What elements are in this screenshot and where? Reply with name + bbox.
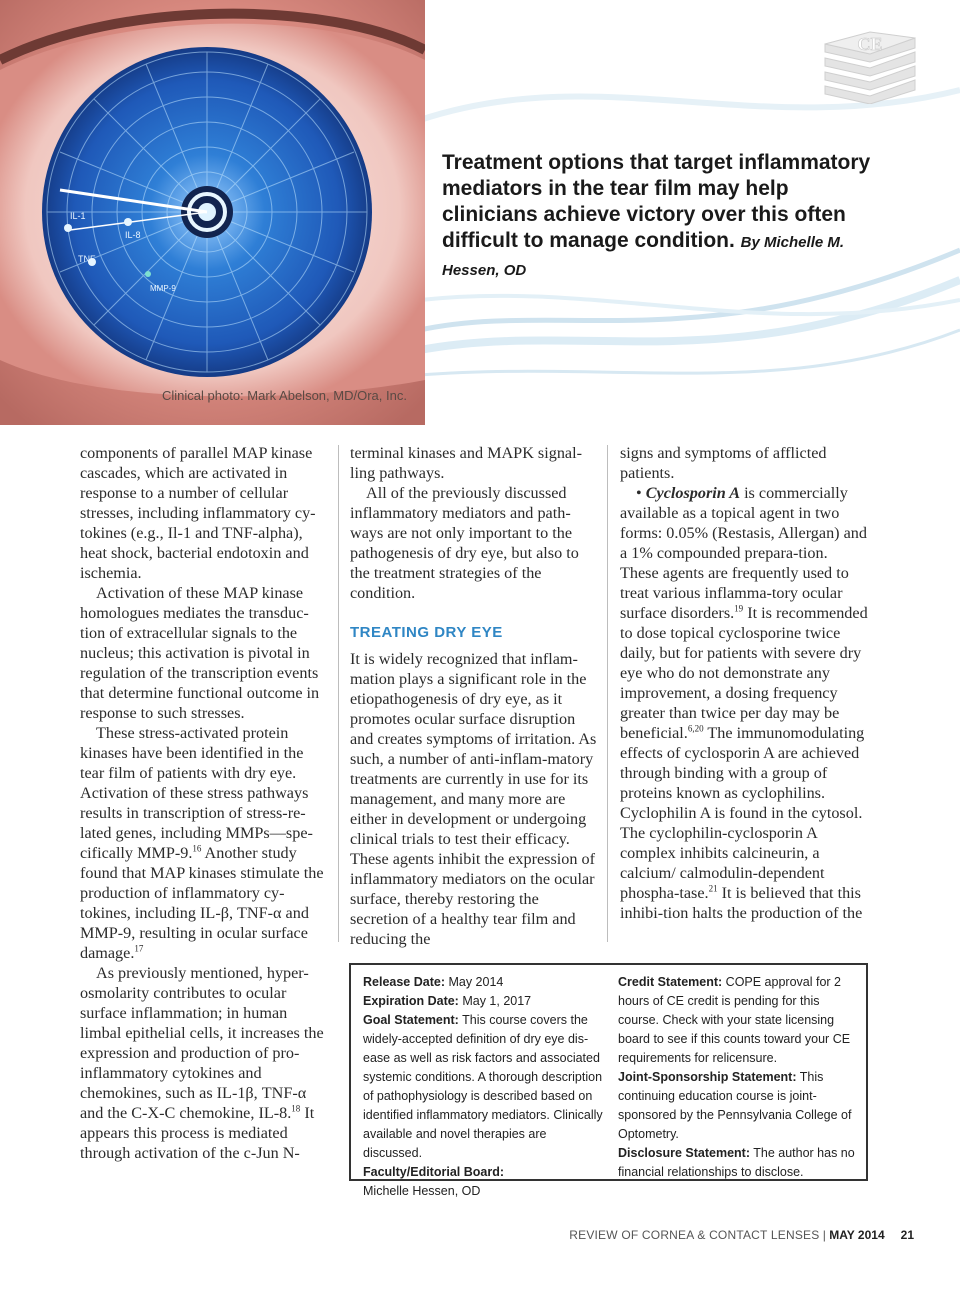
goal-statement: Goal Statement: This course covers the widely-accepted definition of dry eye dis-ease as well as risk factors and associated systemic conditions. A thorough description of pathophysiology is described based on identified inflammatory mediators. Clinically available and novel therapies are discussed. [363,1013,603,1160]
faculty-label: Faculty/Editorial Board: [363,1165,504,1179]
paragraph: It is widely recognized that inflam-mation plays a significant role in the etiopathogenesis of dry eye, as it promotes ocular surface disruption and creates symptoms of irritation. As such, a number of anti-inflam-matory treatments are currently in use for its management, and many more are either in development or undergoing clinical trials to test their efficacy. These agents inhibit the expression of inflammatory mediators on the ocular surface, thereby restoring the secretion of a healthy tear film and reducing the [350,650,597,948]
credit-statement: Credit Statement: COPE approval for 2 hours of CE credit is pending for this course. Check with your state licensing board to see if this counts toward your CE requirements for relicensure. [618,975,851,1065]
column-divider [607,445,608,942]
photo-label-il8: IL-8 [125,230,141,240]
bullet: • [636,484,642,502]
column-3 [620,443,870,923]
ce-books-icon [820,24,920,104]
info-box-right [618,973,858,1182]
photo-credit: Clinical photo: Mark Abelson, MD/Ora, Inc. [162,388,407,403]
reference-mark: 21 [708,883,718,894]
photo-label-mmp9: MMP-9 [150,284,176,293]
ce-info-box [349,963,868,1198]
joint-sponsorship-statement: Joint-Sponsorship Statement: This continuing education course is joint-sponsored by the Pennsylvania College of Optometry. [618,1070,852,1141]
paragraph: All of the previously discussed inflammatory mediators and path-ways are not only important to the pathogenesis of dry eye, but also to the treatment strategies of the condition. [350,484,579,602]
paragraph: • Cyclosporin A is commercially available as a topical agent in two forms: 0.05% (Restasis, Allergan) and a 1% compounded prepara-tion. These agents are frequently used to treat various inflamma-tory ocular surface disorders.$^{19}$ It is recommended to dose topical cyclosporine twice daily, but for patients with severe dry eye who do not demonstrate any improvement, a dosing frequency greater than twice per day may be beneficial.$^{6,20}$ The immunomodulating effects of cyclosporin A are achieved through binding with a group of proteins known as cyclophilins. Cyclophilin A is found in the cytosol. The cyclophilin-cyclosporin A complex inhibits calcineurin, a calcium/ calmodulin-dependent phospha-tase.$^{21}$ It is believed that this inhibi-tion halts the production of the [620,484,868,922]
paragraph: components of parallel MAP kinase cascades, which are activated in response to a number of cellular stresses, including inflammatory cy-tokines (e.g., Il-1 and TNF-alpha), heat shock, bacterial endotoxin and ischemia. [80,444,316,582]
reference-mark: 17 [134,943,144,954]
page-number: 21 [900,1228,914,1242]
paragraph: These stress-activated protein kinases have been identified in the tear film of patients with dry eye. Activation of these stress pathways results in transcription of stress-re-lated genes, including MMPs—spe-cifically MMP-9.16 Another study found that MAP kinases stimulate the production of inflammatory cy-tokines, including IL-β, TNF-α and MMP-9, resulting in ocular surface damage.$^{17}$ [80,724,324,962]
page-footer [569,1228,914,1242]
ce-badge-label: CE [857,34,883,54]
faculty-value: Michelle Hessen, OD [363,1184,481,1198]
eye-photo [0,0,425,425]
drug-name: Cyclosporin A [645,484,741,502]
photo-label-tnf: TNF [78,254,96,264]
reference-mark: 6,20 [687,723,704,734]
reference-mark: 18 [291,1103,301,1114]
magazine-name: REVIEW OF CORNEA & CONTACT LENSES [569,1228,820,1242]
photo-label-il1: IL-1 [70,211,86,221]
byline: By Michelle M. Hessen, OD [442,234,845,279]
paragraph: Activation of these MAP kinase homologues mediates the transduc-tion of extracellular signals to the nucleus; this activation is pivotal in regulation of the transcription events that determine functional outcome in response to such stresses. [80,584,320,722]
column-divider [338,445,339,942]
hero-banner [0,0,960,425]
paragraph: As previously mentioned, hyper-osmolarity contributes to ocular surface inflammation; in human limbal epithelial cells, it increases the expression and production of pro-inflammatory cytokines and chemokines, such as IL-1β, TNF-α and the C-X-C chemokine, IL-8.18 It appears this process is mediated through activation of the c-Jun N- [80,964,324,1162]
section-heading: TREATING DRY EYE [350,624,503,641]
column-1 [80,443,330,1163]
info-box-left [363,973,608,1201]
column-2 [350,443,600,949]
issue-date: MAY 2014 [829,1228,885,1242]
article-deck [442,150,882,284]
disclosure-statement: Disclosure Statement: The author has no financial relationships to disclose. [618,1146,855,1179]
footer-separator: | [819,1228,830,1242]
deck-text: Treatment options that target inflammatory mediators in the tear film may help clinicians achieve victory over this often difficult to manage condition. [442,151,871,252]
expiration-date: Expiration Date: May 1, 2017 [363,994,532,1008]
reference-mark: 19 [734,603,744,614]
reference-mark: 16 [192,843,202,854]
release-date: Release Date: May 2014 [363,975,504,989]
paragraph: terminal kinases and MAPK signal-ling pathways. [350,444,582,482]
paragraph: signs and symptoms of afflicted patients. [620,444,827,482]
